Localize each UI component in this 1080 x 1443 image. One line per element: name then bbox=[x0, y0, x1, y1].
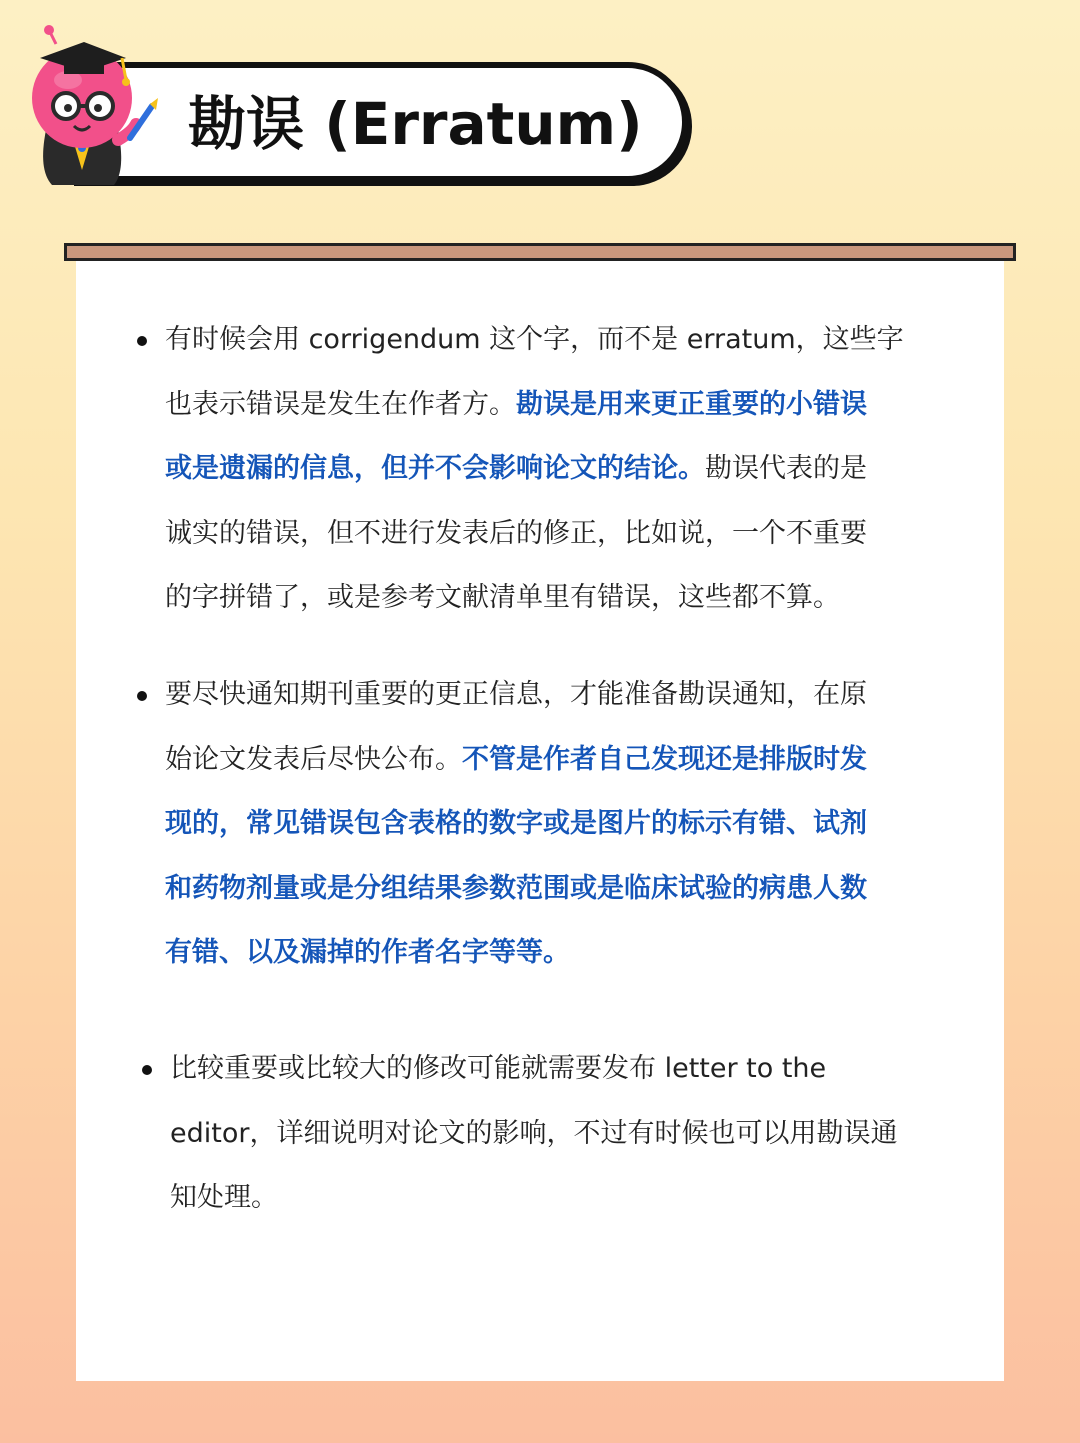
bullet-line bbox=[165, 921, 867, 986]
bullet-line bbox=[165, 437, 904, 502]
bullet-dot-icon bbox=[137, 336, 147, 346]
body-text: 也表示错误是发生在作者方。 bbox=[165, 388, 516, 420]
bullet-item bbox=[170, 1037, 897, 1231]
bullet-line bbox=[165, 728, 867, 793]
bullet-item bbox=[165, 663, 867, 986]
bullet-line bbox=[165, 566, 904, 631]
body-text: editor，详细说明对论文的影响，不过有时候也可以用勘误通 bbox=[170, 1117, 898, 1149]
highlighted-text: 和药物剂量或是分组结果参数范围或是临床试验的病患人数 bbox=[165, 872, 867, 904]
bullet-dot-icon bbox=[142, 1065, 152, 1075]
body-text: 比较重要或比较大的修改可能就需要发布 letter to the bbox=[170, 1053, 827, 1084]
bullet-line bbox=[170, 1166, 897, 1231]
bullet-line bbox=[165, 502, 904, 567]
body-text: 诚实的错误，但不进行发表后的修正，比如说，一个不重要 bbox=[165, 517, 867, 549]
highlighted-text: 有错、以及漏掉的作者名字等等。 bbox=[165, 937, 570, 968]
highlighted-text: 或是遗漏的信息，但并不会影响论文的结论。 bbox=[165, 453, 705, 484]
highlighted-text: 勘误是用来更正重要的小错误 bbox=[516, 388, 867, 420]
highlighted-text: 不管是作者自己发现还是排版时发 bbox=[462, 743, 867, 775]
board-top-bar bbox=[64, 243, 1016, 261]
bullet-item bbox=[165, 308, 904, 631]
body-text: 勘误代表的是 bbox=[705, 453, 867, 484]
body-text: 的字拼错了，或是参考文献清单里有错误，这些都不算。 bbox=[165, 582, 840, 613]
body-text: 有时候会用 corrigendum 这个字，而不是 erratum，这些字 bbox=[165, 324, 904, 355]
bullet-line bbox=[165, 857, 867, 922]
bullet-line bbox=[165, 792, 867, 857]
body-text: 知处理。 bbox=[170, 1182, 278, 1213]
body-text: 始论文发表后尽快公布。 bbox=[165, 743, 462, 775]
bullet-line bbox=[170, 1102, 897, 1167]
highlighted-text: 现的，常见错误包含表格的数字或是图片的标示有错、试剂 bbox=[165, 808, 867, 839]
graduate-mascot-icon bbox=[18, 20, 158, 195]
bullet-line bbox=[170, 1037, 897, 1102]
bullet-dot-icon bbox=[137, 691, 147, 701]
body-text: 要尽快通知期刊重要的更正信息，才能准备勘误通知，在原 bbox=[165, 679, 867, 710]
bullet-line bbox=[165, 308, 904, 373]
bullet-line bbox=[165, 373, 904, 438]
bullet-line bbox=[165, 663, 867, 728]
page-title: 勘误 (Erratum) bbox=[188, 90, 643, 158]
